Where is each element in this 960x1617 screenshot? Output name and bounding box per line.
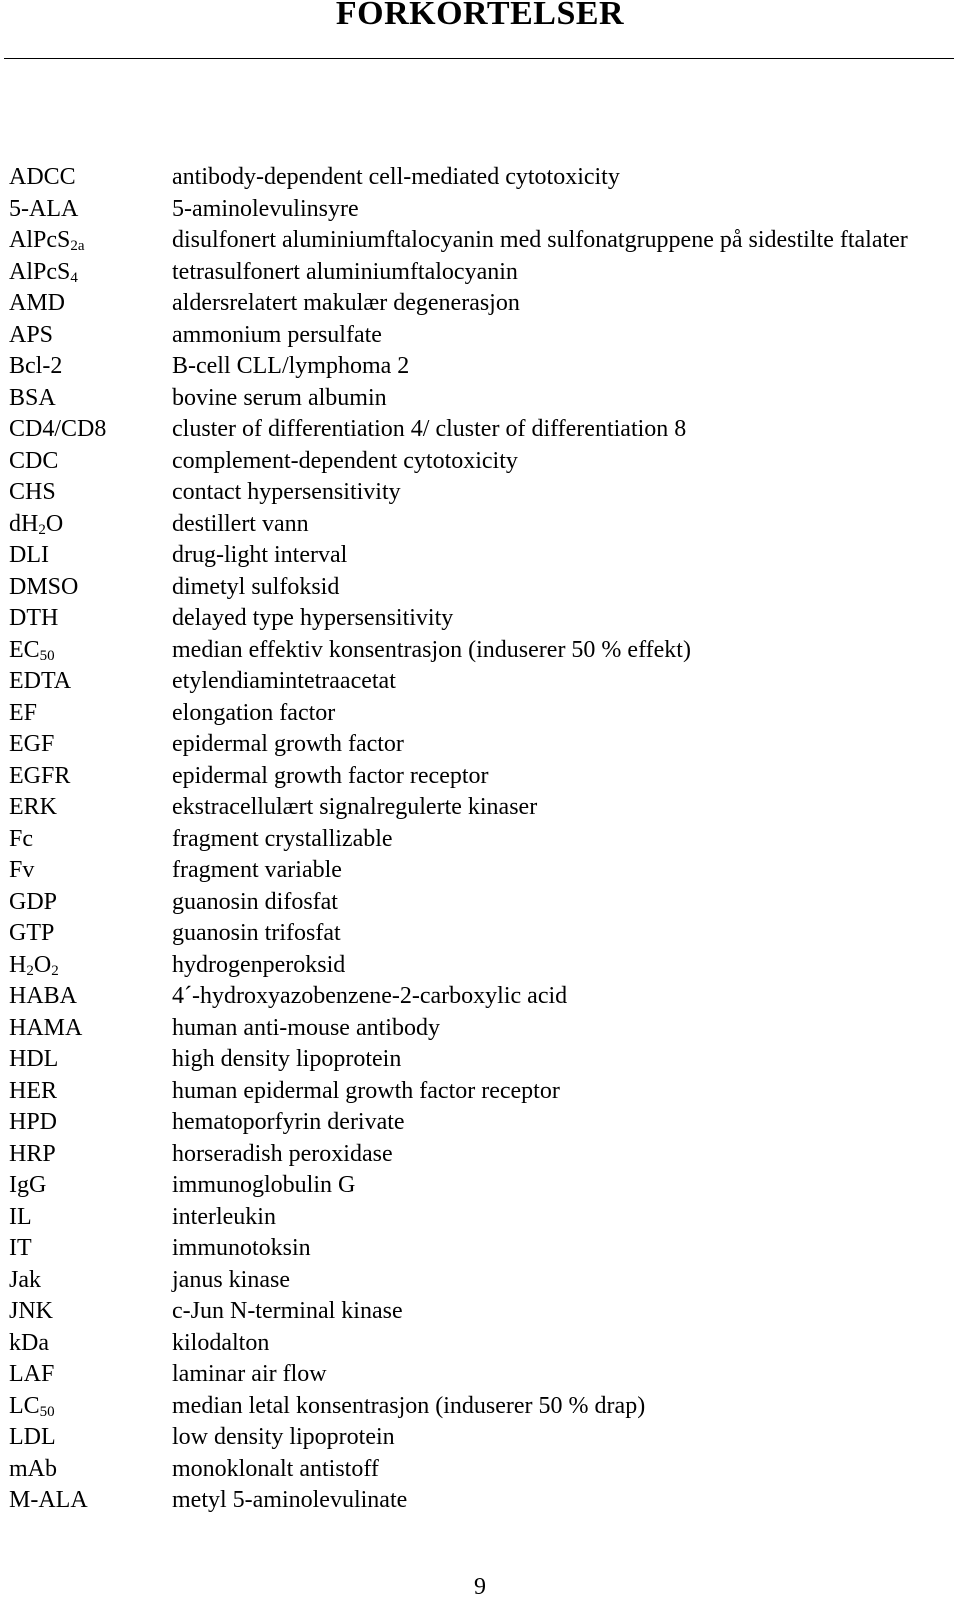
- abbreviation-definition: epidermal growth factor receptor: [172, 762, 489, 789]
- abbreviation-row: [9, 1328, 949, 1360]
- abbreviation-row: [9, 1202, 949, 1234]
- abbreviation-definition: median effektiv konsentrasjon (induserer 50 % effekt): [172, 636, 691, 663]
- term-text: ADCC: [9, 164, 76, 190]
- term-subscript: 2a: [70, 238, 85, 254]
- term-suffix: O: [45, 510, 64, 537]
- abbreviation-term: [9, 1013, 172, 1045]
- term-text: Bcl-2: [9, 353, 63, 379]
- abbreviation-term: [9, 1359, 172, 1391]
- abbreviation-row: [9, 1422, 949, 1454]
- abbreviation-definition: dimetyl sulfoksid: [172, 573, 340, 600]
- abbreviation-definition: B-cell CLL/lymphoma 2: [172, 353, 410, 379]
- abbreviation-definition: ekstracellulært signalregulerte kinaser: [172, 794, 538, 820]
- abbreviation-term: [9, 1422, 172, 1454]
- term-text: dH: [9, 510, 39, 537]
- abbreviation-row: [9, 1391, 949, 1423]
- term-text: GTP: [9, 920, 55, 946]
- abbreviation-term: [9, 1044, 172, 1076]
- abbreviation-definition: metyl 5-aminolevulinate: [172, 1487, 408, 1513]
- term-text: CDC: [9, 447, 59, 474]
- term-text: EGFR: [9, 762, 71, 789]
- abbreviation-definition: fragment crystallizable: [172, 825, 393, 852]
- abbreviation-definition: 5-aminolevulinsyre: [172, 195, 359, 222]
- abbreviation-term: [9, 603, 172, 635]
- abbreviation-row: [9, 1233, 949, 1265]
- abbreviation-term: [9, 918, 172, 950]
- abbreviation-term: [9, 540, 172, 572]
- abbreviation-row: [9, 383, 949, 415]
- abbreviation-row: [9, 1265, 949, 1297]
- abbreviation-definition: delayed type hypersensitivity: [172, 605, 454, 631]
- abbreviation-term: [9, 1328, 172, 1360]
- abbreviation-term: [9, 1139, 172, 1171]
- abbreviation-row: [9, 761, 949, 793]
- term-text: CD4/CD8: [9, 416, 107, 442]
- term-text: APS: [9, 321, 54, 348]
- abbreviation-list: [9, 162, 949, 1517]
- term-text: CHS: [9, 479, 56, 505]
- abbreviation-term: [9, 320, 172, 352]
- term-text: AlPcS: [9, 227, 71, 253]
- abbreviation-row: [9, 666, 949, 698]
- term-text: HDL: [9, 1046, 59, 1072]
- abbreviation-term: [9, 162, 172, 194]
- abbreviation-row: [9, 603, 949, 635]
- term-text: EF: [9, 699, 38, 726]
- abbreviation-term: [9, 1107, 172, 1139]
- abbreviation-definition: tetrasulfonert aluminiumftalocyanin: [172, 258, 518, 285]
- abbreviation-row: [9, 981, 949, 1013]
- term-text: IT: [9, 1235, 32, 1261]
- term-text: IL: [9, 1203, 32, 1230]
- abbreviation-definition: hydrogenperoksid: [172, 951, 346, 978]
- abbreviation-definition: high density lipoprotein: [172, 1046, 402, 1072]
- abbreviation-definition: median letal konsentrasjon (induserer 50 % drap): [172, 1392, 646, 1419]
- term-text: EC: [9, 636, 40, 663]
- term-text: Fc: [9, 825, 33, 852]
- term-text: mAb: [9, 1455, 57, 1482]
- abbreviation-row: [9, 194, 949, 226]
- term-text: LC: [9, 1392, 40, 1419]
- term-text: AlPcS: [9, 258, 71, 285]
- term-subscript: 2: [38, 521, 46, 538]
- abbreviation-term: [9, 1265, 172, 1297]
- abbreviation-definition: immunoglobulin G: [172, 1172, 356, 1198]
- title-divider: [4, 58, 954, 59]
- abbreviation-definition: human anti-mouse antibody: [172, 1014, 440, 1041]
- abbreviation-definition: etylendiamintetraacetat: [172, 668, 396, 694]
- abbreviation-term: [9, 1170, 172, 1202]
- abbreviation-row: [9, 351, 949, 383]
- abbreviation-row: [9, 729, 949, 761]
- abbreviation-term: [9, 698, 172, 730]
- abbreviation-term: [9, 1076, 172, 1108]
- abbreviation-row: [9, 887, 949, 919]
- abbreviation-definition: monoklonalt antistoff: [172, 1455, 379, 1482]
- abbreviation-row: [9, 792, 949, 824]
- abbreviation-row: [9, 1170, 949, 1202]
- abbreviation-row: [9, 320, 949, 352]
- page-title: FORKORTELSER: [335, 0, 625, 32]
- abbreviation-term: [9, 1485, 172, 1517]
- term-text: HAMA: [9, 1014, 83, 1041]
- term-text: HER: [9, 1077, 57, 1104]
- abbreviation-term: [9, 981, 172, 1013]
- abbreviation-definition: disulfonert aluminiumftalocyanin med sulfonatgruppene på sidestilte ftalater: [172, 227, 908, 253]
- abbreviation-definition: kilodalton: [172, 1329, 270, 1356]
- term-text: H: [9, 951, 27, 978]
- abbreviation-definition: elongation factor: [172, 699, 336, 726]
- abbreviation-definition: low density lipoprotein: [172, 1424, 395, 1450]
- abbreviation-term: [9, 855, 172, 887]
- term-text: ERK: [9, 794, 57, 820]
- abbreviation-term: [9, 666, 172, 698]
- abbreviation-row: [9, 540, 949, 572]
- abbreviation-term: [9, 383, 172, 415]
- abbreviation-definition: guanosin difosfat: [172, 888, 338, 915]
- abbreviation-row: [9, 477, 949, 509]
- term-subscript: 4: [70, 269, 78, 286]
- abbreviation-row: [9, 1359, 949, 1391]
- term-text: kDa: [9, 1329, 49, 1356]
- abbreviation-term: [9, 446, 172, 478]
- abbreviation-definition: laminar air flow: [172, 1361, 327, 1387]
- abbreviation-row: [9, 1485, 949, 1517]
- abbreviation-term: [9, 729, 172, 761]
- abbreviation-row: [9, 572, 949, 604]
- abbreviation-term: [9, 288, 172, 320]
- term-text: M-ALA: [9, 1487, 88, 1513]
- term-suffix: O: [33, 951, 52, 978]
- term-text: HPD: [9, 1109, 58, 1135]
- abbreviation-term: [9, 509, 172, 541]
- term-subscript: 50: [39, 1403, 55, 1420]
- term-text: EDTA: [9, 668, 72, 694]
- term-text: IgG: [9, 1172, 47, 1198]
- abbreviation-term: [9, 824, 172, 856]
- abbreviation-row: [9, 1139, 949, 1171]
- abbreviation-definition: aldersrelatert makulær degenerasjon: [172, 290, 520, 316]
- abbreviation-term: [9, 477, 172, 509]
- term-text: AMD: [9, 290, 66, 316]
- abbreviation-definition: 4´-hydroxyazobenzene-2-carboxylic acid: [172, 983, 568, 1009]
- abbreviation-term: [9, 572, 172, 604]
- abbreviation-term: [9, 1202, 172, 1234]
- term-text: EGF: [9, 731, 55, 757]
- abbreviation-definition: janus kinase: [172, 1266, 290, 1293]
- abbreviation-definition: c-Jun N-terminal kinase: [172, 1298, 403, 1324]
- abbreviation-row: [9, 1076, 949, 1108]
- abbreviation-definition: contact hypersensitivity: [172, 479, 401, 505]
- term-text: 5-ALA: [9, 195, 79, 222]
- abbreviation-row: [9, 824, 949, 856]
- term-text: LAF: [9, 1361, 55, 1387]
- abbreviation-term: [9, 792, 172, 824]
- abbreviation-definition: horseradish peroxidase: [172, 1140, 393, 1167]
- abbreviation-row: [9, 225, 949, 257]
- abbreviation-row: [9, 950, 949, 982]
- abbreviation-row: [9, 918, 949, 950]
- abbreviation-term: [9, 1454, 172, 1486]
- abbreviation-definition: drug-light interval: [172, 542, 348, 568]
- term-subscript: 50: [39, 647, 55, 664]
- abbreviation-definition: complement-dependent cytotoxicity: [172, 447, 518, 474]
- abbreviation-term: [9, 257, 172, 289]
- abbreviation-row: [9, 698, 949, 730]
- abbreviation-term: [9, 414, 172, 446]
- abbreviation-definition: interleukin: [172, 1203, 276, 1230]
- term-text: HRP: [9, 1140, 56, 1167]
- abbreviation-term: [9, 351, 172, 383]
- term-text: DMSO: [9, 573, 79, 600]
- term-text: Fv: [9, 857, 35, 883]
- abbreviation-row: [9, 509, 949, 541]
- abbreviation-row: [9, 855, 949, 887]
- term-text: HABA: [9, 983, 78, 1009]
- abbreviation-row: [9, 414, 949, 446]
- abbreviation-row: [9, 1107, 949, 1139]
- term-text: Jak: [9, 1266, 41, 1293]
- term-text: GDP: [9, 888, 58, 915]
- abbreviation-term: [9, 761, 172, 793]
- abbreviation-definition: human epidermal growth factor receptor: [172, 1077, 560, 1104]
- abbreviation-definition: cluster of differentiation 4/ cluster of differentiation 8: [172, 416, 687, 442]
- abbreviation-term: [9, 887, 172, 919]
- abbreviation-definition: destillert vann: [172, 510, 309, 537]
- term-subscript: 2: [26, 962, 34, 979]
- abbreviation-row: [9, 162, 949, 194]
- term-text: BSA: [9, 384, 56, 411]
- abbreviation-definition: immunotoksin: [172, 1235, 311, 1261]
- abbreviation-term: [9, 194, 172, 226]
- abbreviation-definition: bovine serum albumin: [172, 384, 387, 411]
- abbreviation-definition: antibody-dependent cell-mediated cytotoxicity: [172, 164, 620, 190]
- abbreviation-row: [9, 1013, 949, 1045]
- abbreviation-definition: guanosin trifosfat: [172, 920, 341, 946]
- term-text: LDL: [9, 1424, 56, 1450]
- abbreviation-row: [9, 288, 949, 320]
- abbreviation-term: [9, 1233, 172, 1265]
- abbreviation-definition: fragment variable: [172, 857, 342, 883]
- abbreviation-definition: hematoporfyrin derivate: [172, 1109, 405, 1135]
- term-text: DLI: [9, 542, 49, 568]
- abbreviation-row: [9, 1296, 949, 1328]
- abbreviation-term: [9, 225, 172, 257]
- abbreviation-row: [9, 1044, 949, 1076]
- term-text: JNK: [9, 1298, 54, 1324]
- abbreviation-row: [9, 1454, 949, 1486]
- abbreviation-definition: epidermal growth factor: [172, 731, 404, 757]
- abbreviation-term: [9, 950, 172, 982]
- abbreviation-row: [9, 257, 949, 289]
- term-text: DTH: [9, 605, 59, 631]
- abbreviation-row: [9, 635, 949, 667]
- term-subscript: 2: [51, 962, 59, 979]
- abbreviation-term: [9, 635, 172, 667]
- abbreviation-definition: ammonium persulfate: [172, 321, 382, 348]
- abbreviation-term: [9, 1391, 172, 1423]
- abbreviation-row: [9, 446, 949, 478]
- page-number: 9: [474, 1574, 486, 1600]
- abbreviation-term: [9, 1296, 172, 1328]
